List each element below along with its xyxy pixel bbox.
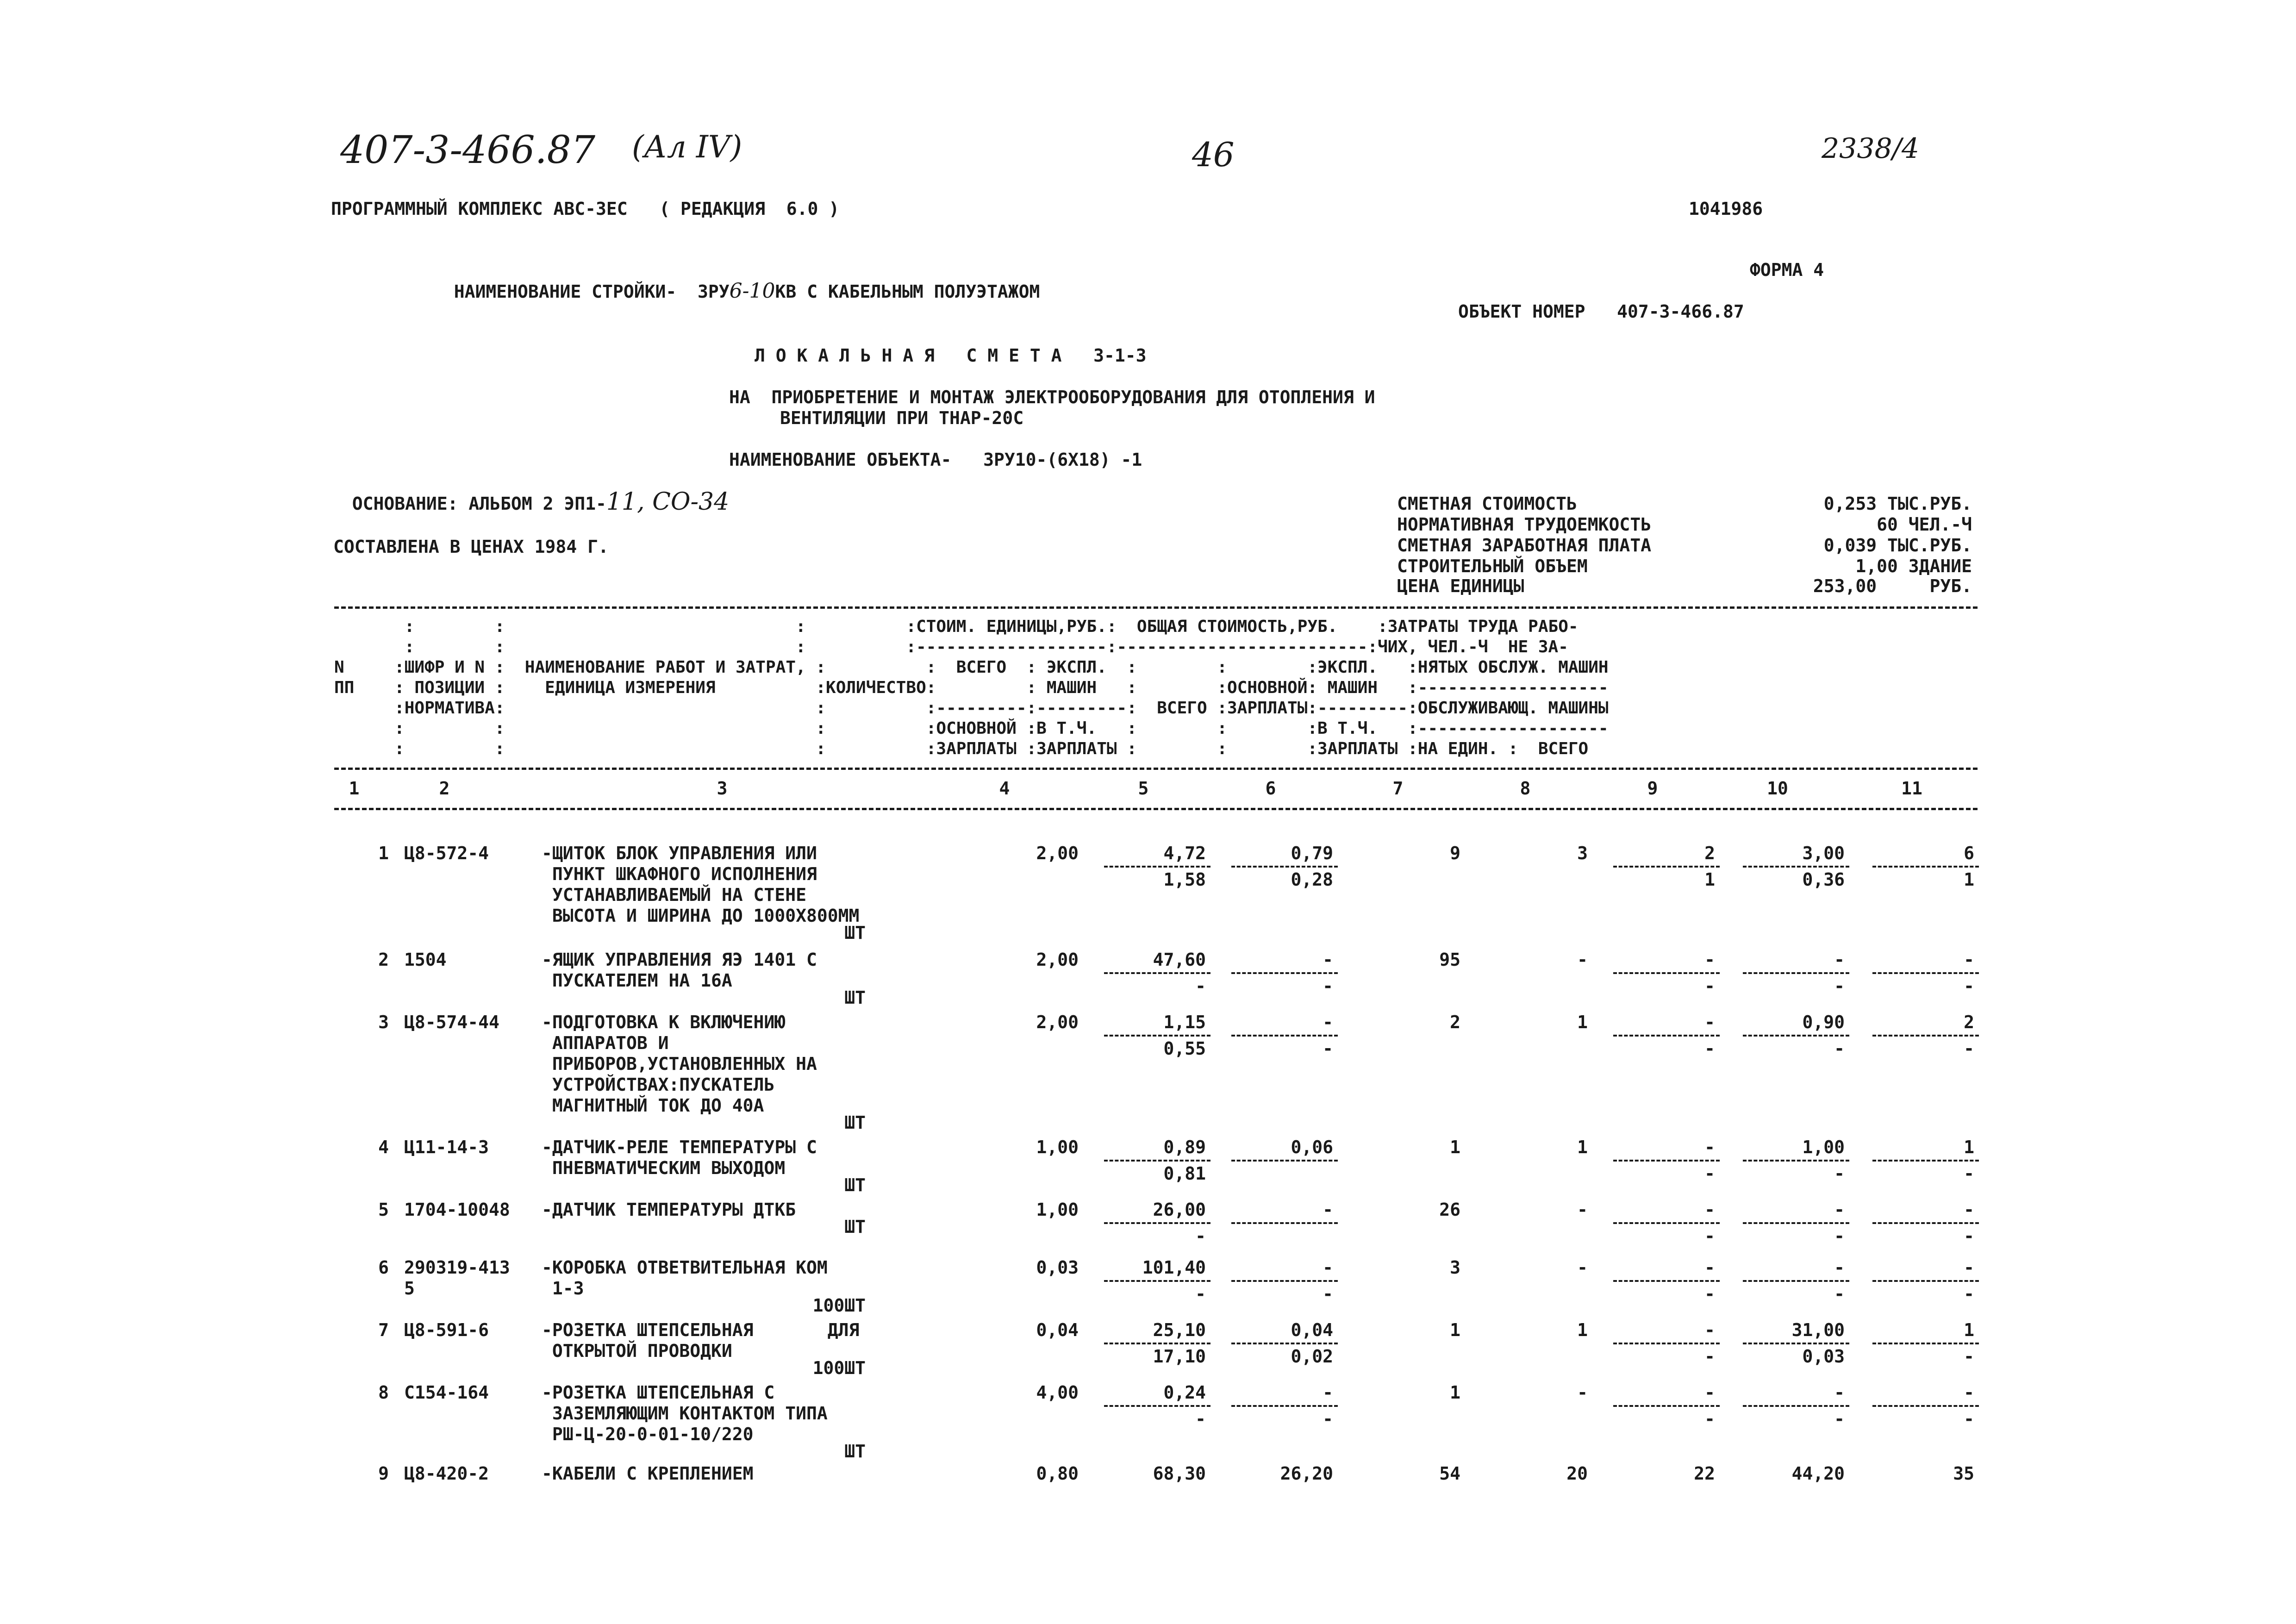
work-name-line: УСТАНАВЛИВАЕМЫЙ НА СТЕНЕ [542, 885, 806, 905]
cell-underline [1872, 1035, 1979, 1037]
value-c7: 2 [1450, 1012, 1460, 1032]
row-number: 3 [378, 1012, 389, 1032]
value-c10: - [1834, 949, 1845, 970]
construction-label [433, 259, 1040, 302]
value-c11: 1 [1964, 1137, 1974, 1157]
sub-value-c5: 0,55 [1163, 1038, 1206, 1059]
column-number: 6 [1265, 778, 1276, 799]
cell-underline [1104, 866, 1210, 868]
value-c8: - [1577, 1199, 1588, 1220]
construction-label-text: НАИМЕНОВАНИЕ СТРОЙКИ- ЗРУ [454, 281, 730, 302]
basis-text: ОСНОВАНИЕ: АЛЬБОМ 2 ЭП1- [352, 493, 606, 514]
value-c6: - [1323, 1257, 1333, 1278]
column-numbers-bottom-rule [334, 808, 1978, 810]
row-number: 8 [378, 1382, 389, 1403]
value-c9: 2 [1704, 843, 1715, 863]
cell-underline [1872, 1222, 1979, 1224]
work-name-line: -ЯЩИК УПРАВЛЕНИЯ ЯЭ 1401 С [542, 949, 817, 970]
sub-value-c9: - [1704, 1346, 1715, 1367]
column-number: 9 [1647, 778, 1658, 799]
sub-value-c5: - [1195, 1226, 1206, 1246]
quantity: 0,03 [1036, 1257, 1079, 1278]
column-number: 5 [1138, 778, 1149, 799]
work-name-line: -ЩИТОК БЛОК УПРАВЛЕНИЯ ИЛИ [542, 843, 817, 863]
value-c9: - [1704, 949, 1715, 970]
handwritten-doc-number: 407-3-466.87 [340, 128, 596, 172]
value-c9: - [1704, 1382, 1715, 1403]
object-number: ОБЪЕКТ НОМЕР 407-3-466.87 [1458, 301, 1744, 322]
value-c10: 31,00 [1791, 1320, 1845, 1340]
cell-underline [1872, 1280, 1979, 1282]
sub-value-c5: 1,58 [1163, 869, 1206, 890]
cell-underline [1231, 1160, 1338, 1162]
value-c9: - [1704, 1257, 1715, 1278]
basis-line [331, 470, 729, 514]
value-c6: 0,04 [1291, 1320, 1333, 1340]
cell-underline [1231, 1280, 1338, 1282]
unit-of-measure: ШТ [844, 1441, 866, 1462]
cell-underline [1743, 866, 1849, 868]
value-c5: 0,24 [1163, 1382, 1206, 1403]
value-c7: 54 [1439, 1463, 1460, 1484]
sub-value-c6: - [1323, 1409, 1333, 1429]
summary-value: 1,00 ЗДАНИЕ [1855, 556, 1972, 576]
summary-value: 0,253 ТЫС.РУБ. [1823, 493, 1972, 514]
object-name: НАИМЕНОВАНИЕ ОБЪЕКТА- ЗРУ10-(6Х18) -1 [729, 450, 1142, 470]
sub-value-c10: - [1834, 976, 1845, 996]
value-c11: 35 [1953, 1463, 1974, 1484]
cell-underline [1872, 866, 1979, 868]
work-name-line: -ДАТЧИК ТЕМПЕРАТУРЫ ДТКБ [542, 1199, 796, 1220]
value-c8: 1 [1577, 1012, 1588, 1032]
row-number: 1 [378, 843, 389, 863]
form-label: ФОРМА 4 [1750, 260, 1824, 280]
value-c9: - [1704, 1320, 1715, 1340]
unit-of-measure: ШТ [844, 987, 866, 1008]
value-c11: - [1964, 949, 1974, 970]
summary-value: 253,00 РУБ. [1813, 576, 1972, 596]
cell-underline [1743, 1343, 1849, 1344]
value-c8: 1 [1577, 1137, 1588, 1157]
value-c11: 1 [1964, 1320, 1974, 1340]
cell-underline [1613, 866, 1720, 868]
summary-label: ЦЕНА ЕДИНИЦЫ [1397, 576, 1524, 596]
cell-underline [1872, 1405, 1979, 1407]
work-name-line: ПНЕВМАТИЧЕСКИМ ВЫХОДОМ [542, 1158, 786, 1178]
value-c6: 0,79 [1291, 843, 1333, 863]
work-name-line: 1-3 [542, 1278, 584, 1299]
cell-underline [1104, 1222, 1210, 1224]
quantity: 2,00 [1036, 1012, 1079, 1032]
sub-value-c6: 0,02 [1291, 1346, 1333, 1367]
sub-value-c10: - [1834, 1409, 1845, 1429]
value-c5: 47,60 [1153, 949, 1206, 970]
cell-underline [1104, 1343, 1210, 1344]
unit-of-measure: 100ШТ [812, 1295, 866, 1316]
norm-code: 1704-10048 [404, 1199, 510, 1220]
summary-label: СМЕТНАЯ СТОИМОСТЬ [1397, 493, 1577, 514]
work-name-line: -ПОДГОТОВКА К ВКЛЮЧЕНИЮ [542, 1012, 786, 1032]
cell-underline [1743, 1405, 1849, 1407]
handwritten-album: (Ал IV) [632, 129, 742, 165]
cell-underline [1231, 1405, 1338, 1407]
handwritten-page-number: 46 [1192, 135, 1235, 174]
value-c10: 44,20 [1791, 1463, 1845, 1484]
work-name-line: ВЫСОТА И ШИРИНА ДО 1000Х800ММ [542, 906, 860, 926]
value-c8: 3 [1577, 843, 1588, 863]
column-number: 3 [717, 778, 728, 799]
norm-code: Ц11-14-3 [404, 1137, 489, 1157]
value-c5: 68,30 [1153, 1463, 1206, 1484]
cell-underline [1613, 1343, 1720, 1344]
cell-underline [1613, 1222, 1720, 1224]
norm-code: 290319-413 [404, 1257, 510, 1278]
cell-underline [1231, 1343, 1338, 1344]
work-name-line: ПУНКТ ШКАФНОГО ИСПОЛНЕНИЯ [542, 864, 817, 884]
value-c5: 26,00 [1153, 1199, 1206, 1220]
summary-label: СТРОИТЕЛЬНЫЙ ОБЪЕМ [1397, 556, 1588, 576]
sub-value-c10: 0,36 [1802, 869, 1845, 890]
sub-value-c10: - [1834, 1284, 1845, 1304]
value-c5: 1,15 [1163, 1012, 1206, 1032]
sub-value-c6: 0,28 [1291, 869, 1333, 890]
column-number: 4 [999, 778, 1010, 799]
header-line: ПП : ПОЗИЦИИ : ЕДИНИЦА ИЗМЕРЕНИЯ :КОЛИЧЕСТВО: : МАШИН : :ОСНОВНОЙ: МАШИН :------------------- [334, 678, 1609, 697]
work-name-line: -КОРОБКА ОТВЕТВИТЕЛЬНАЯ КОМ [542, 1257, 828, 1278]
sub-value-c11: - [1964, 976, 1974, 996]
quantity: 1,00 [1036, 1137, 1079, 1157]
cell-underline [1743, 1160, 1849, 1162]
cell-underline [1104, 1160, 1210, 1162]
column-number: 8 [1520, 778, 1531, 799]
purpose-line-2: ВЕНТИЛЯЦИИ ПРИ ТНАР-20С [780, 408, 1024, 428]
sub-value-c5: - [1195, 1284, 1206, 1304]
work-name-line: УСТРОЙСТВАХ:ПУСКАТЕЛЬ [542, 1074, 775, 1095]
column-numbers-top-rule [334, 768, 1978, 770]
sub-value-c11: - [1964, 1226, 1974, 1246]
work-name-line: -РОЗЕТКА ШТЕПСЕЛЬНАЯ ДЛЯ [542, 1320, 860, 1340]
unit-of-measure: ШТ [844, 1112, 866, 1133]
prices-line: СОСТАВЛЕНА В ЦЕНАХ 1984 Г. [333, 537, 609, 557]
header-line: :НОРМАТИВА: : :---------:---------: ВСЕГО :ЗАРПЛАТЫ:---------:ОБСЛУЖИВАЮЩ. МАШИНЫ [334, 699, 1609, 718]
value-c8: 1 [1577, 1320, 1588, 1340]
handwritten-code: 2338/4 [1822, 132, 1920, 165]
unit-of-measure: 100ШТ [812, 1358, 866, 1378]
value-c8: 20 [1566, 1463, 1588, 1484]
value-c5: 101,40 [1142, 1257, 1206, 1278]
value-c10: 0,90 [1802, 1012, 1845, 1032]
norm-code: Ц8-591-6 [404, 1320, 489, 1340]
cell-underline [1872, 1343, 1979, 1344]
row-number: 7 [378, 1320, 389, 1340]
value-c11: - [1964, 1382, 1974, 1403]
work-name-line: ПУСКАТЕЛЕМ НА 16А [542, 970, 732, 991]
value-c9: - [1704, 1012, 1715, 1032]
construction-handwritten: 6-10 [729, 279, 775, 303]
work-name-line: ОТКРЫТОЙ ПРОВОДКИ [542, 1341, 732, 1361]
value-c6: - [1323, 1012, 1333, 1032]
quantity: 0,04 [1036, 1320, 1079, 1340]
quantity: 2,00 [1036, 949, 1079, 970]
sub-value-c9: - [1704, 1409, 1715, 1429]
cell-underline [1872, 972, 1979, 974]
work-name-line: РШ-Ц-20-0-01-10/220 [542, 1424, 754, 1444]
sub-value-c6: - [1323, 1284, 1333, 1304]
estimate-title: Л О К А Л Ь Н А Я С М Е Т А 3-1-3 [755, 345, 1147, 366]
cell-underline [1613, 1280, 1720, 1282]
column-number: 11 [1901, 778, 1922, 799]
value-c11: - [1964, 1257, 1974, 1278]
sub-value-c5: - [1195, 976, 1206, 996]
value-c9: - [1704, 1199, 1715, 1220]
quantity: 0,80 [1036, 1463, 1079, 1484]
sub-value-c6: - [1323, 1038, 1333, 1059]
sub-value-c11: - [1964, 1409, 1974, 1429]
sub-value-c11: - [1964, 1346, 1974, 1367]
sub-value-c5: 17,10 [1153, 1346, 1206, 1367]
value-c5: 4,72 [1163, 843, 1206, 863]
work-name-line: МАГНИТНЫЙ ТОК ДО 40А [542, 1095, 764, 1116]
cell-underline [1231, 1035, 1338, 1037]
value-c10: - [1834, 1382, 1845, 1403]
summary-label: НОРМАТИВНАЯ ТРУДОЕМКОСТЬ [1397, 514, 1652, 535]
value-c5: 25,10 [1153, 1320, 1206, 1340]
cell-underline [1872, 1160, 1979, 1162]
norm-code: Ц8-420-2 [404, 1463, 489, 1484]
construction-label-tail: КВ С КАБЕЛЬНЫМ ПОЛУЭТАЖОМ [775, 281, 1040, 302]
sub-value-c11: - [1964, 1038, 1974, 1059]
sub-value-c10: - [1834, 1163, 1845, 1184]
unit-of-measure: ШТ [844, 923, 866, 943]
cell-underline [1743, 1035, 1849, 1037]
value-c6: - [1323, 1199, 1333, 1220]
value-c7: 9 [1450, 843, 1460, 863]
unit-of-measure: ШТ [844, 1175, 866, 1195]
sub-value-c9: - [1704, 1038, 1715, 1059]
value-c7: 26 [1439, 1199, 1460, 1220]
column-number: 10 [1767, 778, 1788, 799]
sub-value-c11: 1 [1964, 869, 1974, 890]
value-c9: 22 [1694, 1463, 1715, 1484]
norm-code: Ц8-574-44 [404, 1012, 499, 1032]
sub-value-c10: - [1834, 1226, 1845, 1246]
header-line: : : : :ЗАРПЛАТЫ :ЗАРПЛАТЫ : : :ЗАРПЛАТЫ :НА ЕДИН. : ВСЕГО [334, 739, 1589, 758]
value-c9: - [1704, 1137, 1715, 1157]
document-date: 1041986 [1689, 199, 1763, 219]
column-number: 7 [1392, 778, 1404, 799]
work-name-line: ПРИБОРОВ,УСТАНОВЛЕННЫХ НА [542, 1054, 817, 1074]
basis-handwritten: 11, СО-34 [606, 488, 730, 516]
sub-value-c5: - [1195, 1409, 1206, 1429]
sub-value-c9: 1 [1704, 869, 1715, 890]
quantity: 1,00 [1036, 1199, 1079, 1220]
sub-value-c10: - [1834, 1038, 1845, 1059]
header-line: : : : :СТОИМ. ЕДИНИЦЫ,РУБ.: ОБЩАЯ СТОИМОСТЬ,РУБ. :ЗАТРАТЫ ТРУДА РАБО- [334, 617, 1578, 636]
row-number: 4 [378, 1137, 389, 1157]
quantity: 4,00 [1036, 1382, 1079, 1403]
purpose-line-1: НА ПРИОБРЕТЕНИЕ И МОНТАЖ ЭЛЕКТРООБОРУДОВАНИЯ ДЛЯ ОТОПЛЕНИЯ И [729, 387, 1375, 407]
header-line: : : : :-------------------:-------------------------:ЧИХ, ЧЕЛ.-Ч НЕ ЗА- [334, 637, 1568, 656]
sub-value-c9: - [1704, 976, 1715, 996]
quantity: 2,00 [1036, 843, 1079, 863]
cell-underline [1104, 1405, 1210, 1407]
cell-underline [1231, 972, 1338, 974]
value-c11: 2 [1964, 1012, 1974, 1032]
sub-value-c9: - [1704, 1226, 1715, 1246]
value-c7: 1 [1450, 1320, 1460, 1340]
row-number: 6 [378, 1257, 389, 1278]
row-number: 5 [378, 1199, 389, 1220]
sub-value-c11: - [1964, 1284, 1974, 1304]
value-c8: - [1577, 1257, 1588, 1278]
column-number: 2 [439, 778, 450, 799]
value-c7: 1 [1450, 1137, 1460, 1157]
column-number: 1 [349, 778, 360, 799]
work-name-line: ЗАЗЕМЛЯЮЩИМ КОНТАКТОМ ТИПА [542, 1403, 828, 1424]
value-c6: - [1323, 949, 1333, 970]
value-c11: 6 [1964, 843, 1974, 863]
cell-underline [1104, 1035, 1210, 1037]
header-line: N :ШИФР И N : НАИМЕНОВАНИЕ РАБОТ И ЗАТРАТ, : : ВСЕГО : ЭКСПЛ. : : :ЭКСПЛ. :НЯТЫХ ОБСЛУЖ. МАШИН [334, 658, 1609, 677]
value-c10: 1,00 [1802, 1137, 1845, 1157]
sub-value-c9: - [1704, 1284, 1715, 1304]
value-c6: 0,06 [1291, 1137, 1333, 1157]
summary-value: 60 ЧЕЛ.-Ч [1877, 514, 1972, 535]
work-name-line: -ДАТЧИК-РЕЛЕ ТЕМПЕРАТУРЫ С [542, 1137, 817, 1157]
value-c10: 3,00 [1802, 843, 1845, 863]
value-c6: 26,20 [1280, 1463, 1333, 1484]
table-top-rule [334, 606, 1978, 609]
value-c8: - [1577, 949, 1588, 970]
cell-underline [1743, 1222, 1849, 1224]
cell-underline [1231, 866, 1338, 868]
cell-underline [1613, 1035, 1720, 1037]
value-c10: - [1834, 1199, 1845, 1220]
value-c6: - [1323, 1382, 1333, 1403]
cell-underline [1613, 1160, 1720, 1162]
value-c7: 95 [1439, 949, 1460, 970]
norm-code-continued: 5 [404, 1278, 415, 1299]
cell-underline [1104, 1280, 1210, 1282]
summary-label: СМЕТНАЯ ЗАРАБОТНАЯ ПЛАТА [1397, 535, 1652, 556]
cell-underline [1743, 1280, 1849, 1282]
sub-value-c11: - [1964, 1163, 1974, 1184]
cell-underline [1613, 1405, 1720, 1407]
value-c11: - [1964, 1199, 1974, 1220]
sub-value-c5: 0,81 [1163, 1163, 1206, 1184]
norm-code: Ц8-572-4 [404, 843, 489, 863]
cell-underline [1613, 972, 1720, 974]
work-name-line: -РОЗЕТКА ШТЕПСЕЛЬНАЯ С [542, 1382, 775, 1403]
summary-value: 0,039 ТЫС.РУБ. [1823, 535, 1972, 556]
value-c7: 1 [1450, 1382, 1460, 1403]
cell-underline [1104, 972, 1210, 974]
value-c7: 3 [1450, 1257, 1460, 1278]
unit-of-measure: ШТ [844, 1217, 866, 1237]
cell-underline [1743, 972, 1849, 974]
row-number: 9 [378, 1463, 389, 1484]
sub-value-c6: - [1323, 976, 1333, 996]
work-name-line: -КАБЕЛИ С КРЕПЛЕНИЕМ [542, 1463, 754, 1484]
sub-value-c10: 0,03 [1802, 1346, 1845, 1367]
header-line: : : : :ОСНОВНОЙ :В Т.Ч. : : :В Т.Ч. :------------------- [334, 719, 1609, 738]
cell-underline [1231, 1222, 1338, 1224]
program-line: ПРОГРАММНЫЙ КОМПЛЕКС АВС-3ЕС ( РЕДАКЦИЯ 6.0 ) [331, 199, 840, 219]
work-name-line: АППАРАТОВ И [542, 1033, 669, 1053]
value-c5: 0,89 [1163, 1137, 1206, 1157]
value-c10: - [1834, 1257, 1845, 1278]
row-number: 2 [378, 949, 389, 970]
value-c8: - [1577, 1382, 1588, 1403]
norm-code: 1504 [404, 949, 447, 970]
norm-code: С154-164 [404, 1382, 489, 1403]
sub-value-c9: - [1704, 1163, 1715, 1184]
